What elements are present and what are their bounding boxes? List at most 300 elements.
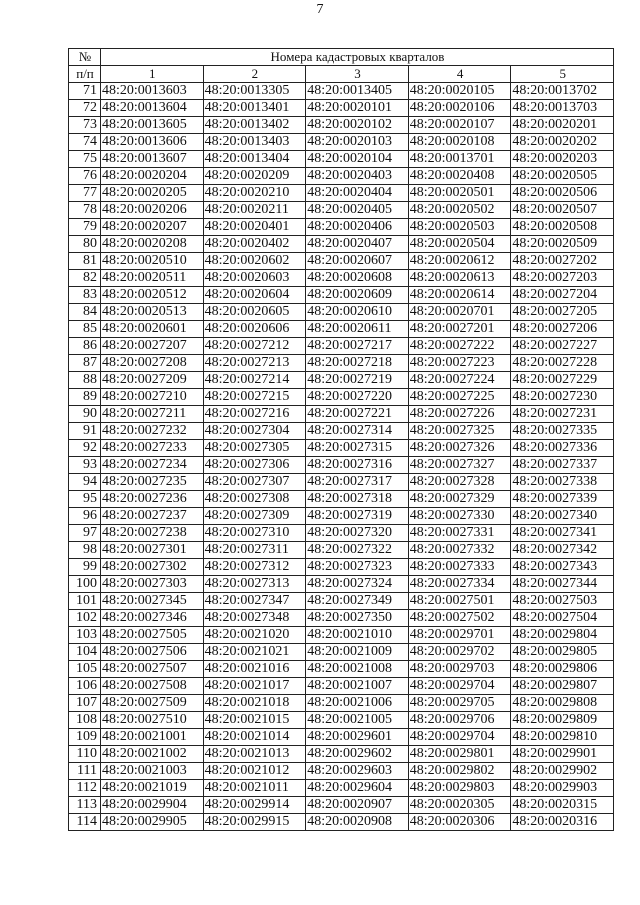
table-row <box>69 185 614 202</box>
table-row <box>69 134 614 151</box>
cadastral-quarter-cell: 48:20:0013401 <box>203 100 306 117</box>
table-row <box>69 814 614 831</box>
cadastral-quarter-cell: 48:20:0027327 <box>408 457 511 474</box>
cadastral-quarter-cell: 48:20:0027331 <box>408 525 511 542</box>
cadastral-quarter-cell: 48:20:0013703 <box>511 100 614 117</box>
cadastral-quarter-cell: 48:20:0013607 <box>101 151 204 168</box>
cadastral-quarter-cell: 48:20:0027323 <box>306 559 409 576</box>
cadastral-quarter-cell: 48:20:0027204 <box>511 287 614 304</box>
cadastral-quarter-cell: 48:20:0027210 <box>101 389 204 406</box>
cadastral-quarter-cell: 48:20:0027303 <box>101 576 204 593</box>
cadastral-quarter-cell: 48:20:0029601 <box>306 729 409 746</box>
cadastral-quarter-cell: 48:20:0027316 <box>306 457 409 474</box>
cadastral-quarter-cell: 48:20:0027509 <box>101 695 204 712</box>
cadastral-quarter-cell: 48:20:0027332 <box>408 542 511 559</box>
cadastral-quarter-cell: 48:20:0029603 <box>306 763 409 780</box>
cadastral-quarter-cell: 48:20:0020402 <box>203 236 306 253</box>
cadastral-quarter-cell: 48:20:0020202 <box>511 134 614 151</box>
cadastral-quarter-cell: 48:20:0020104 <box>306 151 409 168</box>
cadastral-quarter-cell: 48:20:0027221 <box>306 406 409 423</box>
table-row <box>69 100 614 117</box>
cadastral-quarter-cell: 48:20:0027502 <box>408 610 511 627</box>
column-number: 4 <box>408 66 511 83</box>
row-number: 101 <box>69 593 101 610</box>
table-row <box>69 236 614 253</box>
cadastral-quarter-cell: 48:20:0021008 <box>306 661 409 678</box>
row-number: 78 <box>69 202 101 219</box>
row-number: 94 <box>69 474 101 491</box>
row-number: 73 <box>69 117 101 134</box>
row-number: 99 <box>69 559 101 576</box>
cadastral-quarter-cell: 48:20:0027233 <box>101 440 204 457</box>
table-row <box>69 508 614 525</box>
cadastral-quarter-cell: 48:20:0027232 <box>101 423 204 440</box>
cadastral-quarter-cell: 48:20:0021007 <box>306 678 409 695</box>
table-row <box>69 678 614 695</box>
cadastral-quarter-cell: 48:20:0029801 <box>408 746 511 763</box>
cadastral-quarter-cell: 48:20:0029808 <box>511 695 614 712</box>
cadastral-quarter-cell: 48:20:0027235 <box>101 474 204 491</box>
table-row <box>69 423 614 440</box>
table-row <box>69 389 614 406</box>
cadastral-quarter-cell: 48:20:0027308 <box>203 491 306 508</box>
cadastral-quarter-cell: 48:20:0021021 <box>203 644 306 661</box>
cadastral-quarter-cell: 48:20:0029703 <box>408 661 511 678</box>
cadastral-quarter-cell: 48:20:0027504 <box>511 610 614 627</box>
cadastral-quarter-cell: 48:20:0020512 <box>101 287 204 304</box>
table-row <box>69 406 614 423</box>
cadastral-quarter-cell: 48:20:0029802 <box>408 763 511 780</box>
row-number: 71 <box>69 83 101 100</box>
cadastral-quarter-cell: 48:20:0027216 <box>203 406 306 423</box>
cadastral-quarter-cell: 48:20:0020316 <box>511 814 614 831</box>
table-row <box>69 627 614 644</box>
row-number: 92 <box>69 440 101 457</box>
cadastral-quarter-cell: 48:20:0027318 <box>306 491 409 508</box>
table-body <box>69 83 614 831</box>
cadastral-quarter-cell: 48:20:0027507 <box>101 661 204 678</box>
row-number: 81 <box>69 253 101 270</box>
row-number: 86 <box>69 338 101 355</box>
cadastral-quarter-cell: 48:20:0027346 <box>101 610 204 627</box>
row-number: 77 <box>69 185 101 202</box>
cadastral-quarter-cell: 48:20:0021014 <box>203 729 306 746</box>
cadastral-quarter-cell: 48:20:0027317 <box>306 474 409 491</box>
row-number: 100 <box>69 576 101 593</box>
cadastral-quarter-cell: 48:20:0020601 <box>101 321 204 338</box>
table-row <box>69 644 614 661</box>
cadastral-quarter-cell: 48:20:0027330 <box>408 508 511 525</box>
table-row <box>69 457 614 474</box>
cadastral-quarter-cell: 48:20:0027350 <box>306 610 409 627</box>
cadastral-quarter-cell: 48:20:0020315 <box>511 797 614 814</box>
cadastral-quarter-cell: 48:20:0029904 <box>101 797 204 814</box>
table-row <box>69 763 614 780</box>
table-row <box>69 304 614 321</box>
cadastral-quarter-cell: 48:20:0020102 <box>306 117 409 134</box>
cadastral-quarter-cell: 48:20:0027215 <box>203 389 306 406</box>
cadastral-quarter-cell: 48:20:0020204 <box>101 168 204 185</box>
cadastral-quarter-cell: 48:20:0027219 <box>306 372 409 389</box>
row-number: 87 <box>69 355 101 372</box>
cadastral-quarter-cell: 48:20:0027230 <box>511 389 614 406</box>
cadastral-quarter-cell: 48:20:0013405 <box>306 83 409 100</box>
cadastral-quarter-cell: 48:20:0027336 <box>511 440 614 457</box>
cadastral-quarter-cell: 48:20:0020607 <box>306 253 409 270</box>
row-number: 95 <box>69 491 101 508</box>
cadastral-quarter-cell: 48:20:0027203 <box>511 270 614 287</box>
row-number: 97 <box>69 525 101 542</box>
cadastral-quarter-cell: 48:20:0020208 <box>101 236 204 253</box>
num-header-top: № <box>69 49 101 66</box>
cadastral-quarter-cell: 48:20:0020613 <box>408 270 511 287</box>
cadastral-quarter-cell: 48:20:0020611 <box>306 321 409 338</box>
cadastral-quarter-cell: 48:20:0027315 <box>306 440 409 457</box>
cadastral-quarter-cell: 48:20:0027214 <box>203 372 306 389</box>
cadastral-quarter-cell: 48:20:0013402 <box>203 117 306 134</box>
cadastral-quarter-cell: 48:20:0021009 <box>306 644 409 661</box>
cadastral-quarter-cell: 48:20:0027349 <box>306 593 409 610</box>
cadastral-quarter-cell: 48:20:0020406 <box>306 219 409 236</box>
cadastral-quarter-cell: 48:20:0020211 <box>203 202 306 219</box>
cadastral-quarter-cell: 48:20:0021019 <box>101 780 204 797</box>
cadastral-quarter-cell: 48:20:0020507 <box>511 202 614 219</box>
row-number: 75 <box>69 151 101 168</box>
cadastral-quarter-cell: 48:20:0020403 <box>306 168 409 185</box>
cadastral-quarter-cell: 48:20:0029903 <box>511 780 614 797</box>
cadastral-quarter-cell: 48:20:0020505 <box>511 168 614 185</box>
cadastral-quarter-cell: 48:20:0027328 <box>408 474 511 491</box>
cadastral-quarter-cell: 48:20:0027501 <box>408 593 511 610</box>
row-number: 91 <box>69 423 101 440</box>
cadastral-quarter-cell: 48:20:0020511 <box>101 270 204 287</box>
cadastral-quarter-cell: 48:20:0027224 <box>408 372 511 389</box>
cadastral-quarter-cell: 48:20:0020602 <box>203 253 306 270</box>
cadastral-quarter-cell: 48:20:0020701 <box>408 304 511 321</box>
cadastral-quarter-cell: 48:20:0029804 <box>511 627 614 644</box>
cadastral-quarter-cell: 48:20:0020605 <box>203 304 306 321</box>
cadastral-quarter-cell: 48:20:0021005 <box>306 712 409 729</box>
cadastral-quarter-cell: 48:20:0027207 <box>101 338 204 355</box>
cadastral-quarter-cell: 48:20:0029604 <box>306 780 409 797</box>
cadastral-quarter-cell: 48:20:0020604 <box>203 287 306 304</box>
cadastral-quarter-cell: 48:20:0027231 <box>511 406 614 423</box>
table-row <box>69 321 614 338</box>
row-number: 93 <box>69 457 101 474</box>
cadastral-quarter-cell: 48:20:0021013 <box>203 746 306 763</box>
cadastral-quarter-cell: 48:20:0020101 <box>306 100 409 117</box>
cadastral-quarter-cell: 48:20:0013603 <box>101 83 204 100</box>
cadastral-quarter-cell: 48:20:0020606 <box>203 321 306 338</box>
cadastral-quarter-cell: 48:20:0029809 <box>511 712 614 729</box>
cadastral-quarter-cell: 48:20:0021020 <box>203 627 306 644</box>
cadastral-quarter-cell: 48:20:0020404 <box>306 185 409 202</box>
cadastral-quarter-cell: 48:20:0020510 <box>101 253 204 270</box>
cadastral-quarter-cell: 48:20:0020201 <box>511 117 614 134</box>
cadastral-quarter-cell: 48:20:0020612 <box>408 253 511 270</box>
row-number: 79 <box>69 219 101 236</box>
cadastral-quarter-cell: 48:20:0027234 <box>101 457 204 474</box>
table-row <box>69 542 614 559</box>
cadastral-quarter-cell: 48:20:0029914 <box>203 797 306 814</box>
cadastral-quarter-cell: 48:20:0020506 <box>511 185 614 202</box>
cadastral-quarter-cell: 48:20:0020305 <box>408 797 511 814</box>
table-row <box>69 287 614 304</box>
cadastral-quarters-table <box>68 48 614 831</box>
cadastral-quarter-cell: 48:20:0027325 <box>408 423 511 440</box>
num-header-bottom: п/п <box>69 66 101 83</box>
cadastral-quarter-cell: 48:20:0020504 <box>408 236 511 253</box>
cadastral-quarter-cell: 48:20:0027201 <box>408 321 511 338</box>
cadastral-quarter-cell: 48:20:0020209 <box>203 168 306 185</box>
cadastral-quarter-cell: 48:20:0027312 <box>203 559 306 576</box>
cadastral-quarter-cell: 48:20:0027227 <box>511 338 614 355</box>
cadastral-quarter-cell: 48:20:0020614 <box>408 287 511 304</box>
cadastral-quarter-cell: 48:20:0027237 <box>101 508 204 525</box>
cadastral-quarter-cell: 48:20:0029810 <box>511 729 614 746</box>
cadastral-quarter-cell: 48:20:0029702 <box>408 644 511 661</box>
cadastral-quarter-cell: 48:20:0020105 <box>408 83 511 100</box>
cadastral-quarter-cell: 48:20:0020603 <box>203 270 306 287</box>
cadastral-quarter-cell: 48:20:0029807 <box>511 678 614 695</box>
cadastral-quarter-cell: 48:20:0029805 <box>511 644 614 661</box>
table-row <box>69 338 614 355</box>
cadastral-quarter-cell: 48:20:0027506 <box>101 644 204 661</box>
cadastral-quarter-cell: 48:20:0013305 <box>203 83 306 100</box>
table-row <box>69 559 614 576</box>
cadastral-quarter-cell: 48:20:0013606 <box>101 134 204 151</box>
table-row <box>69 474 614 491</box>
cadastral-quarter-cell: 48:20:0013403 <box>203 134 306 151</box>
cadastral-quarter-cell: 48:20:0027306 <box>203 457 306 474</box>
cadastral-quarter-cell: 48:20:0027510 <box>101 712 204 729</box>
row-number: 113 <box>69 797 101 814</box>
cadastral-quarter-cell: 48:20:0027220 <box>306 389 409 406</box>
column-number-row <box>69 66 614 83</box>
cadastral-quarter-cell: 48:20:0027335 <box>511 423 614 440</box>
cadastral-quarter-cell: 48:20:0027212 <box>203 338 306 355</box>
cadastral-quarter-cell: 48:20:0020908 <box>306 814 409 831</box>
cadastral-quarter-cell: 48:20:0029915 <box>203 814 306 831</box>
cadastral-quarter-cell: 48:20:0027223 <box>408 355 511 372</box>
cadastral-quarter-cell: 48:20:0020503 <box>408 219 511 236</box>
cadastral-quarter-cell: 48:20:0020408 <box>408 168 511 185</box>
cadastral-quarter-cell: 48:20:0027206 <box>511 321 614 338</box>
cadastral-quarter-cell: 48:20:0021017 <box>203 678 306 695</box>
cadastral-quarter-cell: 48:20:0027319 <box>306 508 409 525</box>
cadastral-quarter-cell: 48:20:0027347 <box>203 593 306 610</box>
cadastral-quarter-cell: 48:20:0027302 <box>101 559 204 576</box>
cadastral-quarter-cell: 48:20:0020108 <box>408 134 511 151</box>
table-row <box>69 780 614 797</box>
cadastral-quarter-cell: 48:20:0027341 <box>511 525 614 542</box>
table-row <box>69 372 614 389</box>
cadastral-quarter-cell: 48:20:0027225 <box>408 389 511 406</box>
cadastral-quarter-cell: 48:20:0027304 <box>203 423 306 440</box>
cadastral-quarter-cell: 48:20:0020610 <box>306 304 409 321</box>
row-number: 98 <box>69 542 101 559</box>
cadastral-quarter-cell: 48:20:0029704 <box>408 678 511 695</box>
table-row <box>69 593 614 610</box>
row-number: 83 <box>69 287 101 304</box>
table-row <box>69 168 614 185</box>
cadastral-quarter-cell: 48:20:0027226 <box>408 406 511 423</box>
table-row <box>69 712 614 729</box>
column-number: 1 <box>101 66 204 83</box>
row-number: 111 <box>69 763 101 780</box>
cadastral-quarter-cell: 48:20:0027343 <box>511 559 614 576</box>
table-row <box>69 491 614 508</box>
cadastral-quarter-cell: 48:20:0027339 <box>511 491 614 508</box>
table-row <box>69 219 614 236</box>
table-row <box>69 746 614 763</box>
row-number: 105 <box>69 661 101 678</box>
column-number: 2 <box>203 66 306 83</box>
table-row <box>69 610 614 627</box>
cadastral-quarter-cell: 48:20:0020207 <box>101 219 204 236</box>
cadastral-quarter-cell: 48:20:0027344 <box>511 576 614 593</box>
cadastral-quarter-cell: 48:20:0020501 <box>408 185 511 202</box>
row-number: 74 <box>69 134 101 151</box>
cadastral-quarter-cell: 48:20:0021006 <box>306 695 409 712</box>
row-number: 114 <box>69 814 101 831</box>
cadastral-quarter-cell: 48:20:0021010 <box>306 627 409 644</box>
cadastral-quarter-cell: 48:20:0013605 <box>101 117 204 134</box>
cadastral-quarter-cell: 48:20:0029706 <box>408 712 511 729</box>
cadastral-quarter-cell: 48:20:0027202 <box>511 253 614 270</box>
cadastral-quarter-cell: 48:20:0020405 <box>306 202 409 219</box>
cadastral-quarter-cell: 48:20:0027345 <box>101 593 204 610</box>
cadastral-quarter-cell: 48:20:0021015 <box>203 712 306 729</box>
row-number: 107 <box>69 695 101 712</box>
cadastral-quarter-cell: 48:20:0027208 <box>101 355 204 372</box>
cadastral-quarter-cell: 48:20:0029902 <box>511 763 614 780</box>
cadastral-quarter-cell: 48:20:0027333 <box>408 559 511 576</box>
cadastral-quarter-cell: 48:20:0027307 <box>203 474 306 491</box>
table-row <box>69 525 614 542</box>
cadastral-quarter-cell: 48:20:0021002 <box>101 746 204 763</box>
cadastral-quarter-cell: 48:20:0029701 <box>408 627 511 644</box>
cadastral-quarter-cell: 48:20:0029905 <box>101 814 204 831</box>
table-row <box>69 661 614 678</box>
row-number: 103 <box>69 627 101 644</box>
cadastral-quarter-cell: 48:20:0020608 <box>306 270 409 287</box>
cadastral-quarter-cell: 48:20:0021018 <box>203 695 306 712</box>
cadastral-quarter-cell: 48:20:0013404 <box>203 151 306 168</box>
cadastral-quarter-cell: 48:20:0020103 <box>306 134 409 151</box>
row-number: 108 <box>69 712 101 729</box>
table-row <box>69 576 614 593</box>
row-number: 89 <box>69 389 101 406</box>
cadastral-quarter-cell: 48:20:0027314 <box>306 423 409 440</box>
table-row <box>69 117 614 134</box>
cadastral-quarter-cell: 48:20:0013701 <box>408 151 511 168</box>
table-row <box>69 270 614 287</box>
cadastral-quarter-cell: 48:20:0020210 <box>203 185 306 202</box>
row-number: 110 <box>69 746 101 763</box>
cadastral-quarter-cell: 48:20:0020206 <box>101 202 204 219</box>
cadastral-quarter-cell: 48:20:0029803 <box>408 780 511 797</box>
cadastral-quarter-cell: 48:20:0027238 <box>101 525 204 542</box>
cadastral-quarter-cell: 48:20:0029704 <box>408 729 511 746</box>
table-row <box>69 151 614 168</box>
cadastral-quarter-cell: 48:20:0020306 <box>408 814 511 831</box>
row-number: 84 <box>69 304 101 321</box>
row-number: 104 <box>69 644 101 661</box>
table-row <box>69 797 614 814</box>
cadastral-quarter-cell: 48:20:0027348 <box>203 610 306 627</box>
cadastral-quarter-cell: 48:20:0027305 <box>203 440 306 457</box>
cadastral-quarter-cell: 48:20:0029705 <box>408 695 511 712</box>
cadastral-quarter-cell: 48:20:0027320 <box>306 525 409 542</box>
cadastral-quarter-cell: 48:20:0027218 <box>306 355 409 372</box>
page-number: 7 <box>316 2 324 17</box>
cadastral-quarter-cell: 48:20:0020401 <box>203 219 306 236</box>
cadastral-quarter-cell: 48:20:0027322 <box>306 542 409 559</box>
cadastral-quarter-cell: 48:20:0027338 <box>511 474 614 491</box>
row-number: 82 <box>69 270 101 287</box>
cadastral-quarter-cell: 48:20:0021011 <box>203 780 306 797</box>
table-row <box>69 440 614 457</box>
cadastral-quarter-cell: 48:20:0027211 <box>101 406 204 423</box>
cadastral-quarter-cell: 48:20:0020907 <box>306 797 409 814</box>
cadastral-quarter-cell: 48:20:0020407 <box>306 236 409 253</box>
cadastral-quarter-cell: 48:20:0020107 <box>408 117 511 134</box>
cadastral-quarter-cell: 48:20:0029602 <box>306 746 409 763</box>
cadastral-quarter-cell: 48:20:0027205 <box>511 304 614 321</box>
row-number: 102 <box>69 610 101 627</box>
cadastral-quarter-cell: 48:20:0027228 <box>511 355 614 372</box>
cadastral-quarter-cell: 48:20:0021003 <box>101 763 204 780</box>
cadastral-quarter-cell: 48:20:0020502 <box>408 202 511 219</box>
cadastral-quarter-cell: 48:20:0020509 <box>511 236 614 253</box>
cadastral-quarter-cell: 48:20:0027508 <box>101 678 204 695</box>
cadastral-quarter-cell: 48:20:0020205 <box>101 185 204 202</box>
cadastral-quarter-cell: 48:20:0027310 <box>203 525 306 542</box>
table-row <box>69 695 614 712</box>
table-row <box>69 202 614 219</box>
cadastral-quarter-cell: 48:20:0027309 <box>203 508 306 525</box>
table-row <box>69 83 614 100</box>
cadastral-quarter-cell: 48:20:0027217 <box>306 338 409 355</box>
cadastral-quarter-cell: 48:20:0013604 <box>101 100 204 117</box>
row-number: 72 <box>69 100 101 117</box>
table-row <box>69 253 614 270</box>
cadastral-quarter-cell: 48:20:0027301 <box>101 542 204 559</box>
cadastral-quarter-cell: 48:20:0027334 <box>408 576 511 593</box>
cadastral-quarter-cell: 48:20:0027229 <box>511 372 614 389</box>
cadastral-quarter-cell: 48:20:0027324 <box>306 576 409 593</box>
row-number: 96 <box>69 508 101 525</box>
row-number: 85 <box>69 321 101 338</box>
cadastral-quarter-cell: 48:20:0020508 <box>511 219 614 236</box>
cadastral-quarter-cell: 48:20:0027340 <box>511 508 614 525</box>
row-number: 112 <box>69 780 101 797</box>
cadastral-quarter-cell: 48:20:0027236 <box>101 491 204 508</box>
cadastral-quarter-cell: 48:20:0020513 <box>101 304 204 321</box>
cadastral-quarter-cell: 48:20:0020203 <box>511 151 614 168</box>
row-number: 88 <box>69 372 101 389</box>
cadastral-quarter-cell: 48:20:0027503 <box>511 593 614 610</box>
cadastral-quarter-cell: 48:20:0027505 <box>101 627 204 644</box>
cadastral-quarter-cell: 48:20:0029806 <box>511 661 614 678</box>
cadastral-quarter-cell: 48:20:0013702 <box>511 83 614 100</box>
cadastral-quarter-cell: 48:20:0027311 <box>203 542 306 559</box>
cadastral-quarter-cell: 48:20:0027337 <box>511 457 614 474</box>
row-number: 109 <box>69 729 101 746</box>
cadastral-quarter-cell: 48:20:0021016 <box>203 661 306 678</box>
row-number: 76 <box>69 168 101 185</box>
